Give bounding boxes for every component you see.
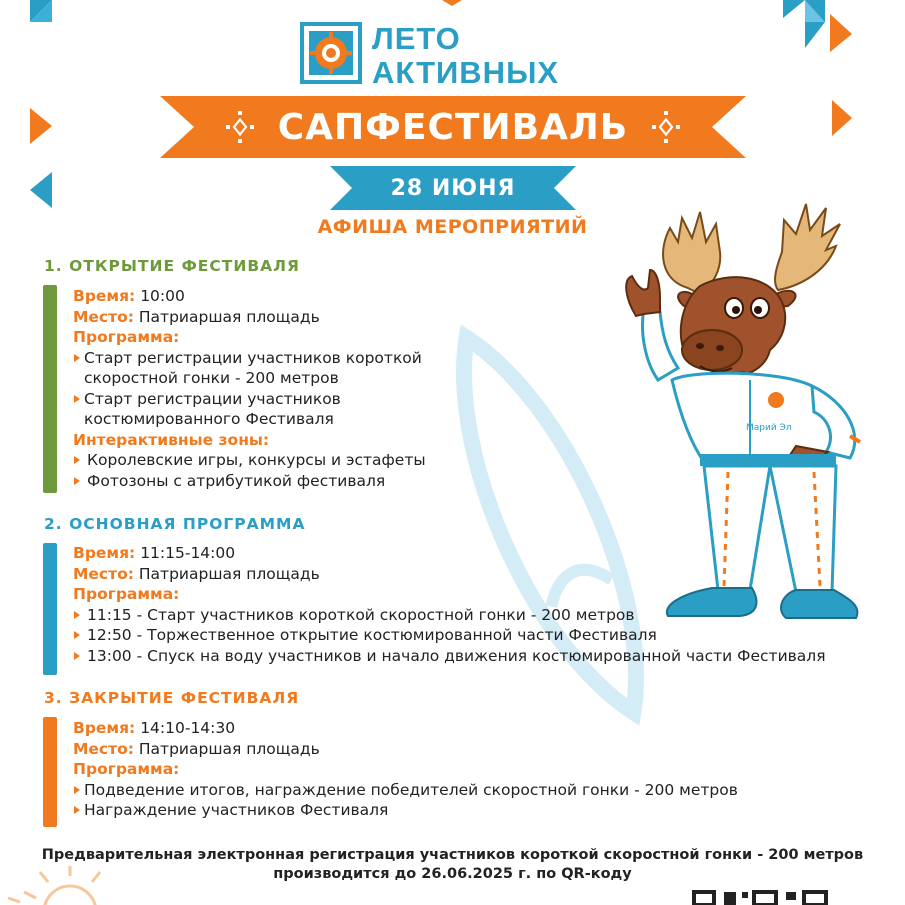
zones-label: Интерактивные зоны:: [73, 430, 270, 449]
program-item: 13:00 - Спуск на воду участников и начало движения костюмированной части Фестиваля: [73, 646, 826, 667]
events-subtitle: АФИША МЕРОПРИЯТИЙ: [317, 216, 588, 238]
program-label: Программа:: [73, 328, 180, 346]
sun-ornament-icon: [0, 862, 110, 905]
place-row: [73, 307, 426, 328]
place-value: Патриаршая площадь: [138, 564, 320, 583]
registration-note-line-2: производится до 26.06.2025 г. по QR-коду: [273, 866, 632, 882]
place-label: Место:: [73, 739, 134, 758]
moose-mascot-icon: [600, 190, 890, 640]
program-item: Старт регистрации участников короткой: [73, 348, 426, 369]
time-value: 10:00: [140, 287, 185, 305]
zone-item: Королевские игры, конкурсы и эстафеты: [73, 450, 426, 471]
brand-wordmark: [372, 22, 559, 90]
registration-note: [0, 846, 905, 884]
event-date: 28 ИЮНЯ: [390, 175, 516, 201]
mascot-badge-text: Марий Эл: [746, 423, 792, 433]
brand-line-2: АКТИВНЫХ: [372, 55, 560, 90]
zone-item: Фотозоны с атрибутикой фестиваля: [73, 471, 426, 492]
program-item: 11:15 - Старт участников короткой скоростной гонки - 200 метров: [73, 605, 826, 626]
decor-triangles-right: [780, 0, 905, 150]
place-value: Патриаршая площадь: [138, 307, 320, 326]
program-item-continued: скоростной гонки - 200 метров: [84, 369, 339, 387]
section-body-opening: [73, 286, 426, 491]
program-item-continued: костюмированного Фестиваля: [84, 410, 334, 428]
program-item: 12:50 - Торжественное открытие костюмированной части Фестиваля: [73, 625, 826, 646]
time-row: [73, 718, 738, 739]
page-title: САПФЕСТИВАЛЬ: [277, 106, 629, 148]
program-item: Старт регистрации участников: [73, 389, 426, 410]
time-row: [73, 286, 426, 307]
decor-top-center: [440, 0, 464, 8]
qr-code-icon: [690, 888, 840, 905]
place-row: [73, 739, 738, 760]
place-label: Место:: [73, 564, 134, 583]
decor-triangles-left: [0, 0, 60, 230]
section-bar-main: [43, 543, 57, 675]
leto-aktivnyh-logo-icon: [300, 22, 362, 84]
section-heading-closing: 3. ЗАКРЫТИЕ ФЕСТИВАЛЯ: [44, 689, 300, 707]
place-value: Патриаршая площадь: [138, 739, 320, 758]
time-label: Время:: [73, 719, 136, 737]
section-bar-opening: [43, 285, 57, 493]
program-label: Программа:: [73, 760, 180, 778]
brand-line-1: ЛЕТО: [372, 21, 461, 56]
time-value: 11:15-14:00: [140, 544, 236, 562]
section-body-closing: [73, 718, 738, 821]
section-bar-closing: [43, 717, 57, 827]
program-label: Программа:: [73, 585, 180, 603]
program-item: Подведение итогов, награждение победителей скоростной гонки - 200 метров: [73, 780, 738, 801]
section-heading-opening: 1. ОТКРЫТИЕ ФЕСТИВАЛЯ: [44, 257, 300, 275]
section-heading-main: 2. ОСНОВНАЯ ПРОГРАММА: [44, 515, 306, 533]
place-label: Место:: [73, 307, 134, 326]
time-label: Время:: [73, 287, 136, 305]
time-value: 14:10-14:30: [140, 719, 236, 737]
program-item: Награждение участников Фестиваля: [73, 800, 738, 821]
time-label: Время:: [73, 544, 136, 562]
registration-note-line-1: Предварительная электронная регистрация участников короткой скоростной гонки - 200 метров: [41, 847, 864, 863]
